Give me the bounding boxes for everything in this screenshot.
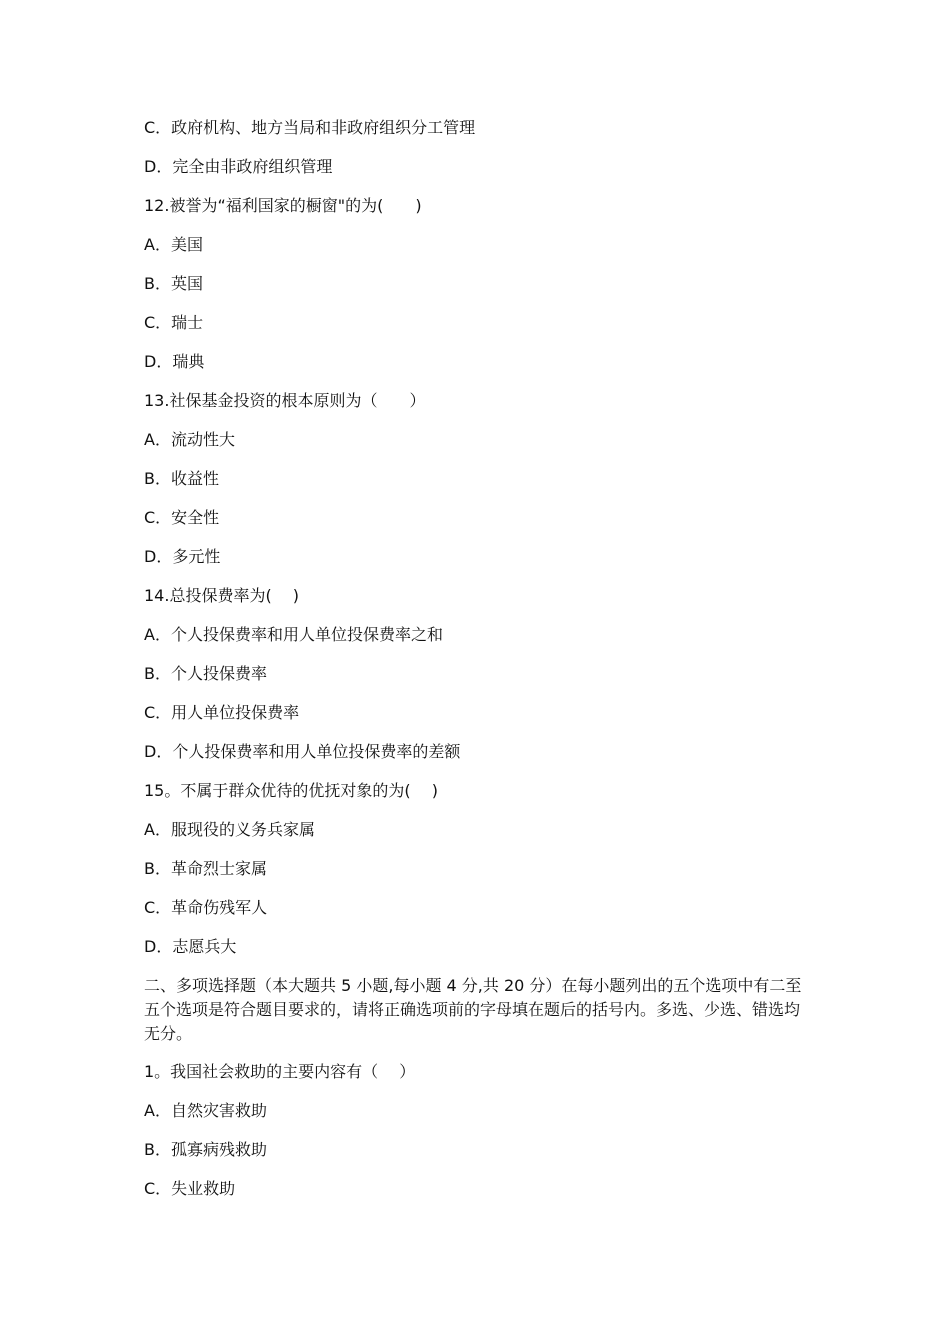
- q12-option-a: A．美国: [144, 235, 203, 254]
- mq1-option-b: B．孤寡病残救助: [144, 1140, 267, 1159]
- q12-question: 12.被誉为“福利国家的橱窗"的为( ): [144, 196, 422, 215]
- section-2-heading: 二、多项选择题（本大题共 5 小题,每小题 4 分,共 20 分）在每小题列出的五个选项中有二至五个选项是符合题目要求的，请将正确选项前的字母填在题后的括号内。多选、少选、错选均无分。: [144, 976, 802, 1043]
- q15-option-c: C．革命伤残军人: [144, 898, 268, 917]
- q14-option-b: B．个人投保费率: [144, 664, 267, 683]
- q13-option-d: D．多元性: [144, 547, 221, 566]
- q11-option-c: C．政府机构、地方当局和非政府组织分工管理: [144, 118, 476, 137]
- q13-question: 13.社保基金投资的根本原则为（ ）: [144, 391, 426, 410]
- q14-option-d: D．个人投保费率和用人单位投保费率的差额: [144, 742, 461, 761]
- mq1-option-c: C．失业救助: [144, 1179, 236, 1198]
- q13-option-c: C．安全性: [144, 508, 220, 527]
- q12-option-c: C．瑞士: [144, 313, 204, 332]
- q12-option-b: B．英国: [144, 274, 203, 293]
- q15-question: 15。不属于群众优待的优抚对象的为( ): [144, 781, 438, 800]
- q13-option-a: A．流动性大: [144, 430, 235, 449]
- q14-question: 14.总投保费率为( ): [144, 586, 300, 605]
- mq1-question: 1。我国社会救助的主要内容有（ ）: [144, 1062, 416, 1081]
- q14-option-a: A．个人投保费率和用人单位投保费率之和: [144, 625, 443, 644]
- q11-option-d: D．完全由非政府组织管理: [144, 157, 333, 176]
- q12-option-d: D．瑞典: [144, 352, 205, 371]
- q15-option-b: B．革命烈士家属: [144, 859, 267, 878]
- q15-option-d: D．志愿兵大: [144, 937, 237, 956]
- q13-option-b: B．收益性: [144, 469, 219, 488]
- q15-option-a: A．服现役的义务兵家属: [144, 820, 315, 839]
- q14-option-c: C．用人单位投保费率: [144, 703, 300, 722]
- mq1-option-a: A．自然灾害救助: [144, 1101, 267, 1120]
